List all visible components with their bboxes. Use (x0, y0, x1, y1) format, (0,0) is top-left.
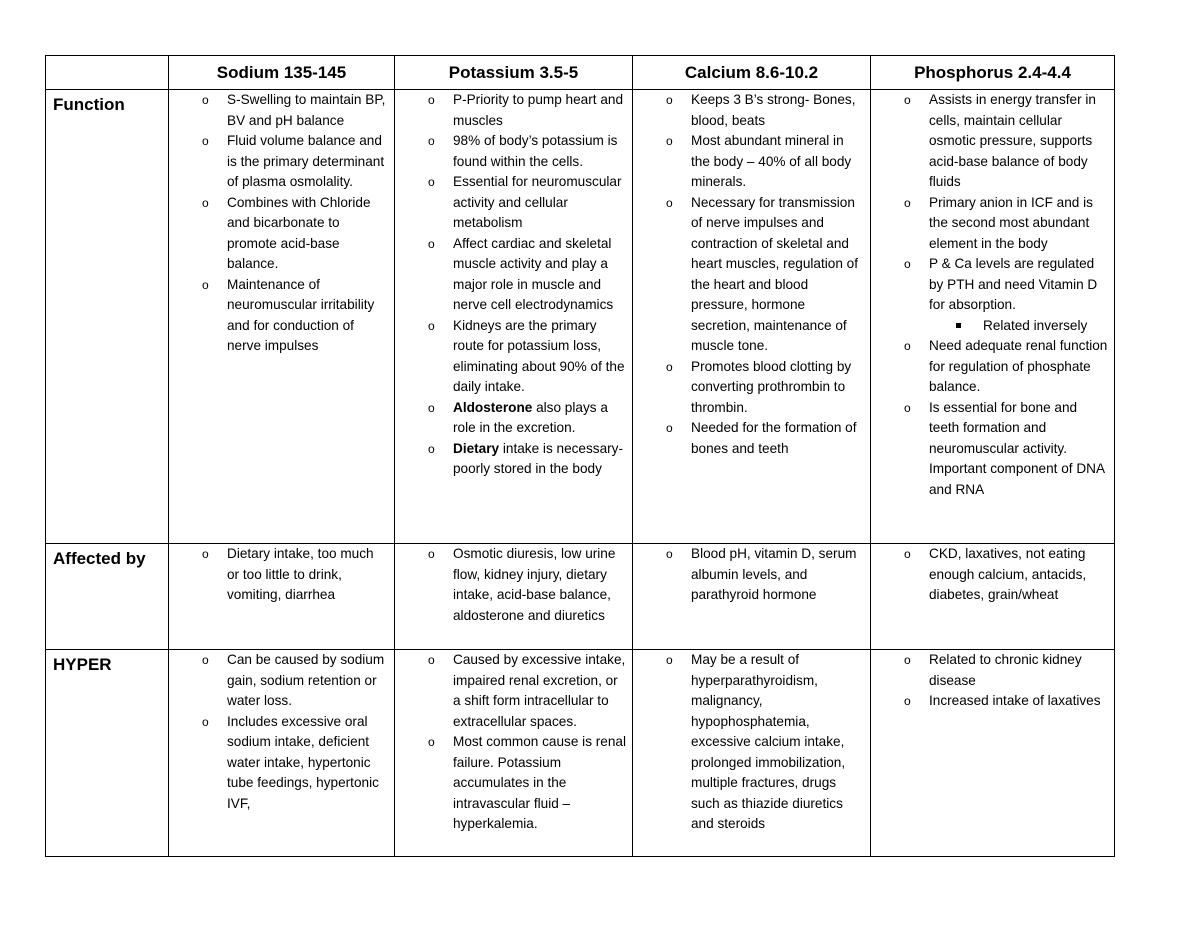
bullet-marker: o (904, 400, 911, 415)
bullet-marker: o (428, 175, 435, 189)
list-item: o Kidneys are the primary route for potassium loss, eliminating about 90% of the daily intake. (428, 317, 625, 394)
list-item: o Essential for neuromuscular activity and cellular metabolism (428, 174, 622, 230)
list-item: o S-Swelling to maintain BP, BV and pH balance (202, 92, 386, 128)
list-item: o P & Ca levels are regulated by PTH and need Vitamin D for absorption. Related inversely (871, 254, 1114, 336)
cell-phosphorus-function (871, 90, 1115, 544)
list-item: o Maintenance of neuromuscular irritability and for conduction of nerve impulses (202, 276, 375, 353)
header-row (46, 56, 1115, 90)
list-item: o Keeps 3 B’s strong- Bones, blood, beats (666, 92, 856, 128)
bullet-marker: o (428, 547, 435, 561)
square-bullet-icon (956, 323, 961, 328)
list-item: o Most abundant mineral in the body – 40% of all body minerals. (666, 133, 852, 189)
row-label-function: Function (46, 90, 169, 544)
bold-term-dietary: Dietary (453, 440, 500, 456)
header-blank (46, 56, 169, 90)
bullet-marker: o (904, 93, 911, 107)
list-item: o Can be caused by sodium gain, sodium retention or water loss. (202, 652, 385, 708)
cell-sodium-hyper (169, 650, 395, 857)
list-item: o Aldosterone also plays a role in the excretion. (428, 399, 608, 435)
row-label-affected-by: Affected by (46, 544, 169, 650)
header-phosphorus: Phosphorus 2.4-4.4 (871, 56, 1115, 90)
header-potassium: Potassium 3.5-5 (395, 56, 633, 90)
table-row-affected-by (46, 544, 1115, 650)
header-calcium: Calcium 8.6-10.2 (633, 56, 871, 90)
list-item: o Assists in energy transfer in cells, maintain cellular osmotic pressure, supports acid-base balance of body fluids (904, 92, 1096, 189)
list-item: o Promotes blood clotting by converting prothrombin to thrombin. (666, 358, 852, 415)
bullet-marker: o (904, 547, 911, 561)
cell-potassium-hyper (395, 650, 633, 857)
bullet-marker: o (202, 93, 209, 107)
bullet-marker: o (666, 653, 673, 667)
list-item: o CKD, laxatives, not eating enough calcium, antacids, diabetes, grain/wheat (904, 546, 1087, 602)
bullet-marker: o (428, 441, 435, 456)
cell-calcium-hyper (633, 650, 871, 857)
bullet-marker: o (202, 277, 209, 292)
table-row-hyper (46, 650, 1115, 857)
bullet-marker: o (666, 134, 673, 148)
cell-sodium-function (169, 90, 395, 544)
list-item: o Need adequate renal function for regulation of phosphate balance. (904, 338, 1108, 394)
electrolyte-table (45, 55, 1115, 857)
list-item: o Affect cardiac and skeletal muscle activity and play a major role in muscle and nerve cell electrodynamics (428, 235, 614, 312)
list-item: o Primary anion in ICF and is the second most abundant element in the body (904, 194, 1093, 251)
table-row-function (46, 90, 1115, 544)
bullet-marker: o (428, 236, 435, 251)
list-item: o Fluid volume balance and is the primary determinant of plasma osmolality. (202, 133, 385, 189)
list-item: o Osmotic diuresis, low urine flow, kidney injury, dietary intake, acid-base balance, aldosterone and diuretics (428, 546, 616, 623)
cell-potassium-function (395, 90, 633, 544)
bullet-marker: o (428, 400, 435, 415)
list-item: o Dietary intake, too much or too little to drink, vomiting, diarrhea (202, 546, 374, 602)
bullet-marker: o (428, 134, 435, 148)
bullet-marker: o (202, 653, 209, 667)
cell-phosphorus-hyper (871, 650, 1115, 857)
bullet-marker: o (666, 93, 673, 107)
cell-potassium-affected (395, 544, 633, 650)
bullet-marker: o (202, 195, 209, 210)
bullet-marker: o (202, 547, 209, 561)
bullet-marker: o (666, 421, 673, 435)
bullet-marker: o (666, 195, 673, 210)
bullet-marker: o (666, 547, 673, 561)
bullet-marker: o (428, 653, 435, 667)
bullet-marker: o (904, 257, 911, 271)
bullet-marker: o (666, 359, 673, 374)
list-item: o May be a result of hyperparathyroidism, malignancy, hypophosphatemia, excessive calcium intake, prolonged immobilization, multiple fractures, drugs such as thiazide diuretics and steroids (666, 652, 846, 831)
bullet-marker: o (904, 339, 911, 353)
list-item: o Dietary intake is necessary- poorly stored in the body (428, 440, 623, 476)
cell-phosphorus-affected (871, 544, 1115, 650)
header-sodium: Sodium 135-145 (169, 56, 395, 90)
list-item: o Caused by excessive intake, impaired renal excretion, or a shift form intracellular to extracellular spaces. (428, 652, 626, 729)
bullet-marker: o (428, 318, 435, 333)
cell-calcium-function (633, 90, 871, 544)
bullet-marker: o (202, 714, 209, 729)
row-label-hyper: HYPER (46, 650, 169, 857)
list-item: o Is essential for bone and teeth formation and neuromuscular activity. Important component of DNA and RNA (904, 399, 1105, 497)
cell-sodium-affected (169, 544, 395, 650)
bold-term-aldosterone: Aldosterone (453, 399, 533, 415)
cell-calcium-affected (633, 544, 871, 650)
bullet-marker: o (202, 134, 209, 148)
list-item: o Includes excessive oral sodium intake, deficient water intake, hypertonic tube feedings, hypertonic IVF, (202, 713, 379, 811)
list-item: o P-Priority to pump heart and muscles (428, 92, 624, 128)
bullet-marker: o (904, 694, 911, 708)
list-item: o Increased intake of laxatives (871, 691, 1114, 712)
sub-list-item: Related inversely (929, 316, 1108, 337)
list-item: o Combines with Chloride and bicarbonate to promote acid-base balance. (202, 194, 371, 271)
bullet-marker: o (428, 735, 435, 749)
list-item: o 98% of body’s potassium is found within the cells. (428, 133, 618, 169)
list-item: o Blood pH, vitamin D, serum albumin levels, and parathyroid hormone (666, 546, 857, 602)
list-item: o Needed for the formation of bones and teeth (666, 420, 857, 456)
bullet-marker: o (904, 653, 911, 667)
bullet-marker: o (904, 195, 911, 210)
list-item: o Related to chronic kidney disease (904, 652, 1082, 688)
list-item: o Necessary for transmission of nerve impulses and contraction of skeletal and heart muscles, regulation of the heart and blood pressure, hormone secretion, maintenance of muscle tone. (666, 194, 858, 353)
bullet-marker: o (428, 93, 435, 107)
list-item: o Most common cause is renal failure. Potassium accumulates in the intravascular fluid – hyperkalemia. (428, 734, 627, 831)
